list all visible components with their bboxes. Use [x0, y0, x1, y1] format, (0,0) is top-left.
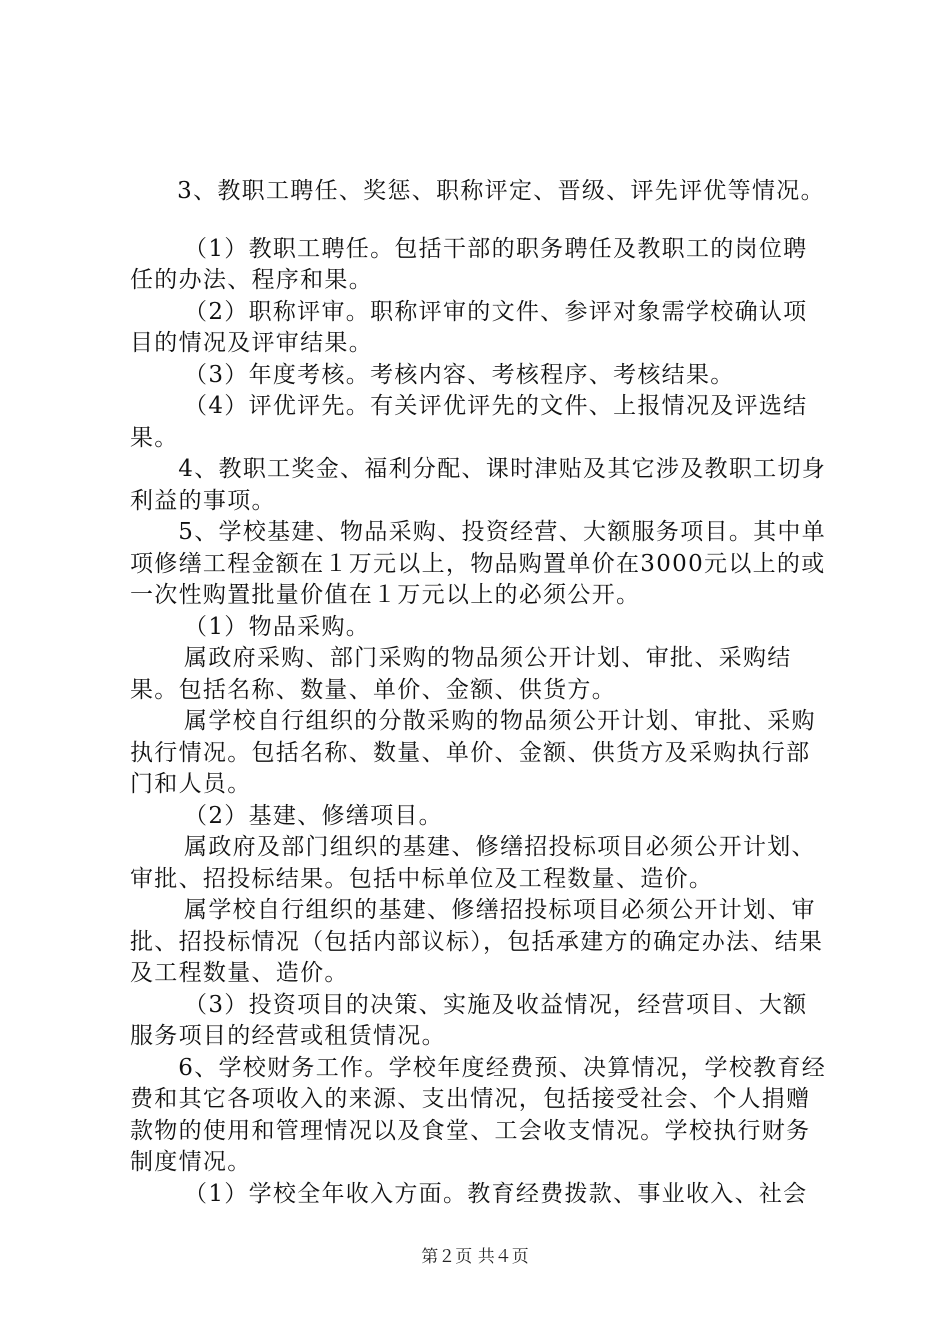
paragraph-item-3: 3、教职工聘任、奖惩、职称评定、晋级、评先评优等情况。	[177, 178, 825, 204]
paragraph-3-2: （2）职称评审。职称评审的文件、参评对象需学校确认项目的情况及评审结果。	[130, 298, 808, 356]
paragraph-5-2-a: 属政府及部门组织的基建、修缮招投标项目必须公开计划、审批、招投标结果。包括中标单位及工程数量、造价。	[130, 834, 816, 892]
paragraph-item-6: 6、学校财务工作。学校年度经费预、决算情况，学校教育经费和其它各项收入的来源、支出情况，包括接受社会、个人捐赠款物的使用和管理情况以及食堂、工会收支情况。学校执行财务制度情况。	[130, 1054, 827, 1175]
paragraph-5-1-b: 属学校自行组织的分散采购的物品须公开计划、审批、采购执行情况。包括名称、数量、单价、金额、供货方及采购执行部门和人员。	[130, 708, 816, 797]
page-footer: 第２页 共４页	[421, 1247, 529, 1267]
paragraph-5-1-a: 属政府采购、部门采购的物品须公开计划、审批、采购结果。包括名称、数量、单价、金额、供货方。	[130, 645, 792, 703]
paragraph-5-1: （1）物品采购。	[184, 613, 371, 640]
paragraph-item-4: 4、教职工奖金、福利分配、课时津贴及其它涉及教职工切身利益的事项。	[130, 456, 827, 514]
paragraph-3-1: （1）教职工聘任。包括干部的职务聘任及教职工的岗位聘任的办法、程序和果。	[130, 235, 808, 293]
paragraph-5-3: （3）投资项目的决策、实施及收益情况，经营项目、大额服务项目的经营或租赁情况。	[130, 991, 808, 1049]
paragraph-3-4: （4）评优评先。有关评优评先的文件、上报情况及评选结果。	[130, 393, 808, 451]
paragraph-item-5: 5、学校基建、物品采购、投资经营、大额服务项目。其中单项修缮工程金额在１万元以上，物品购置单价在3000元以上的或一次性购置批量价值在１万元以上的必须公开。	[130, 519, 827, 608]
document-body	[130, 176, 830, 1210]
paragraph-3-3: （3）年度考核。考核内容、考核程序、考核结果。	[184, 361, 735, 388]
paragraph-5-2: （2）基建、修缮项目。	[184, 802, 443, 829]
paragraph-6-1: （1）学校全年收入方面。教育经费拨款、事业收入、社会	[184, 1180, 808, 1207]
paragraph-5-2-b: 属学校自行组织的基建、修缮招投标项目必须公开计划、审批、招投标情况（包括内部议标），包括承建方的确定办法、结果及工程数量、造价。	[130, 897, 824, 986]
